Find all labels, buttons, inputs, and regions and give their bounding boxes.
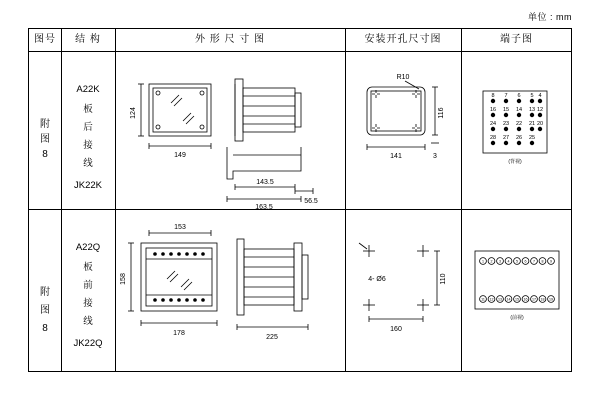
row2-term-bot-8: 19 xyxy=(549,297,553,302)
row1-term-r5-c0: 28 xyxy=(489,135,497,141)
row1-structure-0: A22K xyxy=(76,84,100,95)
row1-mount-drawing xyxy=(345,51,461,209)
row2-term-top-2: 3 xyxy=(499,259,501,264)
row1-mdim-3: 3 xyxy=(433,153,437,160)
row2-term-top-1: 2 xyxy=(490,259,493,264)
row1-term-r1-c3: 13 xyxy=(528,107,536,113)
row1-term-r5-c2: 26 xyxy=(515,135,523,141)
row2-dim-178: 178 xyxy=(173,330,185,337)
row2-term-bot-4: 15 xyxy=(515,297,519,302)
header-structure: 结 构 xyxy=(75,34,101,45)
row2-dim-153: 153 xyxy=(174,224,186,231)
row2-structure-0: A22Q xyxy=(75,242,101,253)
row2-structure-3: 接 xyxy=(83,298,93,309)
row1-term-r3-c4: 20 xyxy=(536,121,544,127)
row1-term-r0-c0: 8 xyxy=(491,93,495,99)
row1-terminal-drawing xyxy=(461,51,572,209)
row1-term-r3-c2: 22 xyxy=(515,121,523,127)
row1-mdim-141: 141 xyxy=(390,153,402,160)
spec-table xyxy=(28,28,572,372)
row2-term-bot-0: 11 xyxy=(481,297,485,302)
row1-term-r5-c1: 27 xyxy=(502,135,510,141)
row1-structure-1: 板 xyxy=(83,104,93,115)
row1-term-r1-c4: 12 xyxy=(536,107,544,113)
row1-term-r1-c0: 16 xyxy=(489,107,497,113)
row1-term-r1-c1: 15 xyxy=(502,107,510,113)
row2-term-top-7: 8 xyxy=(541,259,544,264)
row2-mdim-160: 160 xyxy=(390,326,402,333)
row1-dim-56p5: 56.5 xyxy=(304,198,318,205)
header-code: 图号 xyxy=(34,34,56,45)
row1-dim-149: 149 xyxy=(174,152,186,159)
row2-dim-225: 225 xyxy=(266,334,278,341)
row2-dim-158: 158 xyxy=(120,273,127,285)
row1-mdim-R10: R10 xyxy=(396,74,410,81)
row2-mdim-110: 110 xyxy=(440,273,447,285)
row2-term-bot-5: 16 xyxy=(523,297,528,302)
row1-structure-5: JK22K xyxy=(74,180,102,191)
row1-code-char-0: 附 xyxy=(40,119,50,130)
row1-term-r0-c2: 6 xyxy=(517,93,521,99)
row1-structure-2: 后 xyxy=(83,122,93,133)
row2-mount-drawing xyxy=(345,209,461,372)
row1-code-char-2: 8 xyxy=(42,149,48,160)
row1-structure-3: 接 xyxy=(83,140,93,151)
row2-term-top-3: 4 xyxy=(507,259,510,264)
unit-note: 单位 : mm xyxy=(528,12,572,22)
row2-term-top-0: 1 xyxy=(482,259,484,264)
header-outline: 外 形 尺 寸 图 xyxy=(194,34,266,45)
row1-term-r5-c3: 25 xyxy=(528,135,536,141)
row1-term-r3-c1: 23 xyxy=(502,121,510,127)
row2-term-bot-1: 12 xyxy=(489,297,494,302)
row1-dim-163p5: 163.5 xyxy=(255,204,273,209)
row1-code-char-1: 图 xyxy=(40,134,50,145)
row2-term-top-8: 9 xyxy=(550,259,552,264)
row2-term-top-6: 7 xyxy=(533,259,535,264)
row2-terminal-drawing xyxy=(461,209,572,372)
row1-term-r3-c0: 24 xyxy=(489,121,497,127)
row2-term-top-5: 6 xyxy=(524,259,527,264)
row2-structure-2: 前 xyxy=(83,280,93,291)
row1-outline-drawing xyxy=(115,51,345,209)
row2-structure-5: JK22Q xyxy=(73,338,103,349)
row1-mdim-116: 116 xyxy=(438,107,445,119)
header-terminal: 端子图 xyxy=(500,34,533,45)
header-mount: 安装开孔尺寸图 xyxy=(364,34,442,45)
row2-mdim-hole: 4- Ø6 xyxy=(368,276,386,283)
row2-terminal-caption: (前视) xyxy=(510,315,524,321)
row1-terminal-caption: (背视) xyxy=(508,159,522,165)
row2-structure-1: 板 xyxy=(83,262,93,273)
row2-code-char-0: 附 xyxy=(40,287,50,298)
row1-dim-124: 124 xyxy=(130,107,137,119)
row2-structure-4: 线 xyxy=(83,316,93,327)
row1-term-r0-c1: 7 xyxy=(504,93,508,99)
row1-term-r0-c4: 4 xyxy=(538,93,542,99)
row2-code-char-2: 8 xyxy=(42,323,48,334)
row2-term-bot-3: 14 xyxy=(506,297,511,302)
row1-term-r3-c3: 21 xyxy=(528,121,536,127)
row1-dim-143p5: 143.5 xyxy=(256,179,274,186)
row2-term-top-4: 5 xyxy=(516,259,518,264)
row1-term-r1-c2: 14 xyxy=(515,107,523,113)
row2-code-char-1: 图 xyxy=(40,305,50,316)
row1-term-r0-c3: 5 xyxy=(530,93,534,99)
row2-term-bot-7: 18 xyxy=(540,297,545,302)
row2-term-bot-6: 17 xyxy=(532,297,536,302)
row2-outline-drawing xyxy=(115,209,345,372)
row2-term-bot-2: 13 xyxy=(498,297,502,302)
row1-structure-4: 线 xyxy=(83,158,93,169)
